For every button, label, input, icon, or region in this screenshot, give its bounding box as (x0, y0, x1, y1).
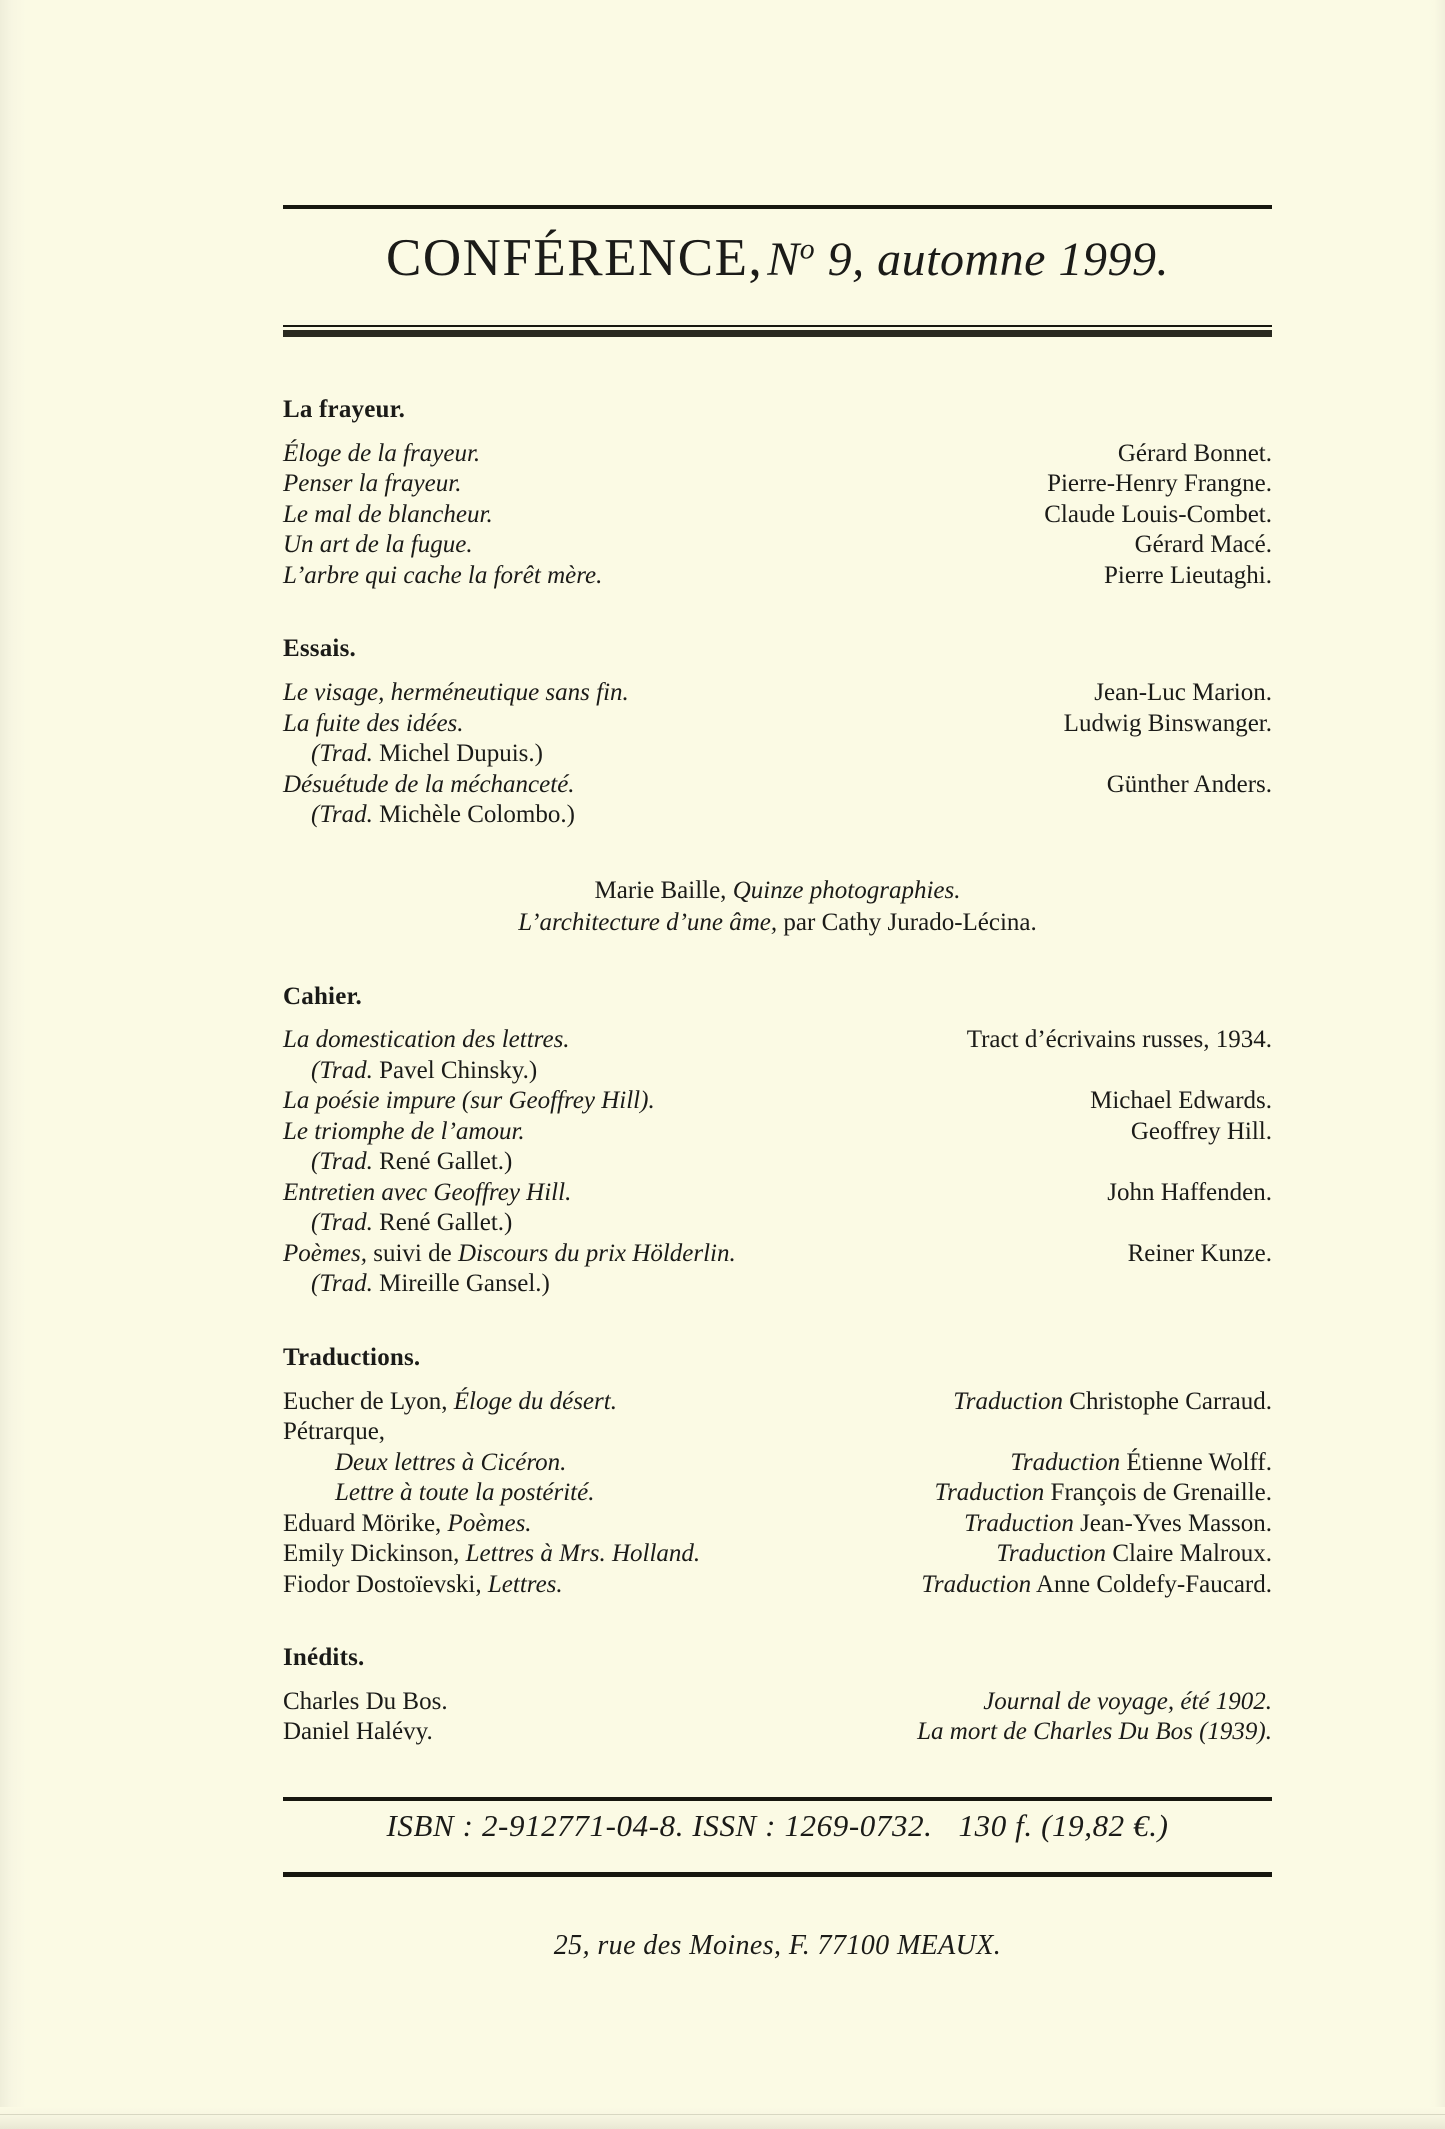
entry-list-traductions (283, 1387, 1272, 1601)
entry-title: Emily Dickinson, Lettres à Mrs. Holland. (283, 1540, 701, 1567)
entry-author: Traduction Étienne Wolff. (1010, 1448, 1272, 1476)
entry-title: Lettre à toute la postérité. (335, 1479, 595, 1506)
toc-entry[interactable] (283, 739, 1272, 770)
entry-author: Pierre-Henry Frangne. (1047, 470, 1272, 498)
credit-line-2 (283, 907, 1272, 939)
entry-list-inedits (283, 1687, 1272, 1748)
toc-entry[interactable] (283, 1509, 1272, 1540)
toc-entry[interactable] (283, 1448, 1272, 1479)
credit-essay-title: L’architecture d’une âme, (518, 908, 778, 936)
toc-entry[interactable] (283, 1086, 1272, 1117)
toc-entry[interactable] (283, 1025, 1272, 1056)
entry-author: Traduction Anne Coldefy-Faucard. (921, 1570, 1272, 1598)
toc-entry[interactable] (283, 1239, 1272, 1270)
section-heading-essais: Essais. (283, 635, 356, 663)
toc-entry[interactable] (283, 1539, 1272, 1570)
entry-title: L’arbre qui cache la forêt mère. (283, 561, 603, 589)
entry-title: La fuite des idées. (283, 709, 464, 737)
credit-photographer: Marie Baille, (594, 876, 733, 904)
toc-entry[interactable] (283, 1570, 1272, 1601)
entry-author: Journal de voyage, été 1902. (983, 1687, 1272, 1715)
section-traductions (283, 1344, 1272, 1600)
credit-essay-author: par Cathy Jurado-Lécina. (777, 908, 1037, 936)
page-edge-left (0, 0, 26, 2129)
section-la-frayeur (283, 396, 1272, 591)
issue-number-superscript: o (799, 232, 816, 266)
entry-title: Deux lettres à Cicéron. (335, 1448, 567, 1476)
entry-title: Le visage, herméneutique sans fin. (283, 679, 629, 706)
footer-rule-bottom (283, 1872, 1272, 1877)
entry-title: Charles Du Bos. (283, 1687, 448, 1715)
toc-entry[interactable] (283, 439, 1272, 470)
section-heading-la-frayeur: La frayeur. (283, 396, 406, 423)
section-cahier (283, 983, 1272, 1300)
toc-entry[interactable] (283, 1147, 1272, 1178)
footer-rule-top (283, 1797, 1272, 1801)
entry-title: Eduard Mörike, Poèmes. (283, 1509, 532, 1537)
toc-entry[interactable] (283, 500, 1272, 531)
photography-credit (283, 875, 1272, 939)
toc-entry[interactable] (283, 1478, 1272, 1509)
isbn-label: ISBN : (386, 1808, 482, 1843)
issue-designation (767, 233, 1169, 286)
entry-author: Pierre Lieutaghi. (1104, 561, 1272, 589)
entry-author: Traduction Christophe Carraud. (953, 1387, 1272, 1415)
top-rule (283, 205, 1272, 209)
entry-title: Le mal de blancheur. (283, 500, 493, 528)
entry-title: Éloge de la frayeur. (283, 439, 481, 467)
entry-title: (Trad. Michèle Colombo.) (311, 801, 575, 828)
section-gap (283, 1300, 1272, 1344)
section-heading-inedits: Inédits. (283, 1644, 365, 1671)
entry-author: Tract d’écrivains russes, 1934. (966, 1026, 1272, 1054)
entry-title: La poésie impure (sur Geoffrey Hill). (283, 1087, 655, 1115)
entry-title: Penser la frayeur. (283, 470, 462, 498)
toc-entry[interactable] (283, 530, 1272, 561)
credit-work-title: Quinze photographies. (732, 876, 961, 904)
isbn-value: 2-912771-04-8. (481, 1808, 685, 1843)
toc-entry[interactable] (283, 1717, 1272, 1748)
toc-entry[interactable] (283, 469, 1272, 500)
entry-title: Pétrarque, (283, 1418, 386, 1445)
entry-title: (Trad. Pavel Chinsky.) (311, 1056, 538, 1084)
table-of-contents (283, 396, 1272, 1748)
section-heading-cahier: Cahier. (283, 982, 362, 1010)
toc-entry[interactable] (283, 1208, 1272, 1239)
entry-title: Poèmes, suivi de Discours du prix Hölderlin. (283, 1239, 736, 1267)
entry-title: Désuétude de la méchanceté. (283, 770, 575, 798)
entry-author: Geoffrey Hill. (1130, 1117, 1272, 1145)
entry-author: Gérard Macé. (1134, 531, 1272, 559)
double-rule (283, 325, 1272, 337)
section-inedits (283, 1644, 1272, 1748)
entry-title: Daniel Halévy. (283, 1718, 433, 1746)
journal-title: CONFÉRENCE, (386, 229, 764, 287)
page-edge-right (1427, 0, 1445, 2129)
entry-title: Un art de la fugue. (283, 531, 473, 559)
entry-title: (Trad. René Gallet.) (311, 1148, 513, 1176)
page-sheet (283, 0, 1272, 2129)
publisher-address: 25, rue des Moines, F. 77100 MEAUX. (553, 1930, 1002, 1961)
issn-label: ISSN : (684, 1808, 785, 1843)
entry-list-essais (283, 678, 1272, 831)
entry-title: Fiodor Dostoïevski, Lettres. (283, 1570, 563, 1598)
double-rule-thick (283, 330, 1272, 337)
entry-list-cahier (283, 1025, 1272, 1300)
toc-entry[interactable] (283, 800, 1272, 831)
entry-author: Traduction Jean-Yves Masson. (964, 1509, 1272, 1537)
toc-entry[interactable] (283, 561, 1272, 592)
entry-author: Günther Anders. (1106, 770, 1272, 798)
entry-author: John Haffenden. (1107, 1178, 1272, 1206)
toc-entry[interactable] (283, 770, 1272, 801)
section-heading-traductions: Traductions. (283, 1343, 421, 1371)
entry-author: Reiner Kunze. (1127, 1239, 1272, 1267)
entry-title: (Trad. René Gallet.) (311, 1209, 513, 1237)
section-gap (283, 1600, 1272, 1644)
masthead (283, 228, 1272, 288)
toc-entry[interactable] (283, 1056, 1272, 1087)
entry-title: (Trad. Michel Dupuis.) (311, 740, 543, 767)
toc-entry[interactable] (283, 1417, 1272, 1448)
toc-entry[interactable] (283, 1687, 1272, 1718)
credit-gap-top (283, 831, 1272, 875)
entry-author: La mort de Charles Du Bos (1939). (917, 1718, 1272, 1746)
entry-title: (Trad. Mireille Gansel.) (311, 1270, 550, 1298)
section-gap (283, 591, 1272, 635)
entry-author: Michael Edwards. (1090, 1087, 1272, 1115)
toc-entry[interactable] (283, 1117, 1272, 1148)
entry-title: Eucher de Lyon, Éloge du désert. (283, 1387, 617, 1415)
toc-entry[interactable] (283, 1178, 1272, 1209)
entry-title: La domestication des lettres. (283, 1026, 570, 1054)
entry-author: Ludwig Binswanger. (1063, 709, 1272, 737)
entry-author: Traduction François de Grenaille. (934, 1479, 1272, 1506)
entry-author: Jean-Luc Marion. (1094, 679, 1272, 706)
credit-line-1 (283, 875, 1272, 907)
entry-author: Gérard Bonnet. (1117, 439, 1272, 467)
toc-entry[interactable] (283, 678, 1272, 709)
entry-author: Claude Louis-Combet. (1044, 500, 1272, 528)
entry-title: Entretien avec Geoffrey Hill. (283, 1178, 572, 1206)
issue-number-prefix: N (767, 233, 800, 286)
entry-list-la-frayeur (283, 439, 1272, 592)
section-gap (283, 939, 1272, 983)
entry-author: Traduction Claire Malroux. (996, 1540, 1272, 1567)
price-value: 130 f. (19,82 €.) (958, 1808, 1169, 1843)
toc-entry[interactable] (283, 1387, 1272, 1418)
section-essais (283, 635, 1272, 830)
issue-number-and-season: 9, automne 1999. (827, 233, 1169, 286)
toc-entry[interactable] (283, 709, 1272, 740)
issn-value: 1269-0732. (784, 1808, 933, 1843)
toc-entry[interactable] (283, 1269, 1272, 1300)
isbn-issn-price-line (283, 1808, 1272, 1844)
entry-title: Le triomphe de l’amour. (283, 1117, 525, 1145)
